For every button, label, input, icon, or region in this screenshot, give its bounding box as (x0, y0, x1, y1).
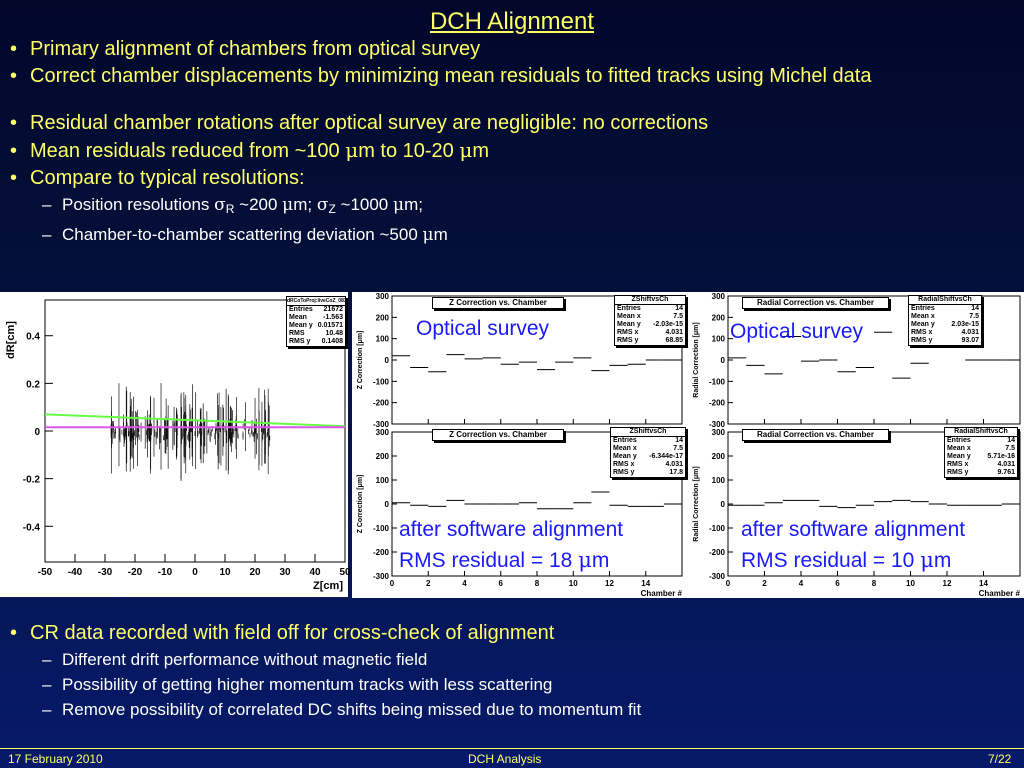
hist-ylabel: Radial Correction [μm] (693, 466, 700, 542)
hist-ytick-label: 0 (384, 356, 389, 365)
hist-ytick-label: -300 (708, 420, 725, 429)
scatter-plot-figure (0, 292, 351, 597)
hist-ytick-label: -300 (372, 420, 389, 429)
panel-title-r-top: Radial Correction vs. Chamber (742, 297, 889, 309)
stat-box-r-bottom: RadialShiftvsCh Entries 14 Mean x 7.5 Mean y 5.71e-16 RMS x 4.031 RMS y 9.761 (944, 427, 1018, 478)
scatter-xtick-label: 40 (309, 567, 321, 578)
panel-title-r-bottom: Radial Correction vs. Chamber (742, 429, 889, 441)
sub-bullet-correlated-shifts: – Remove possibility of correlated DC shifts being missed due to momentum fit (10, 697, 1010, 722)
histogram-grid (352, 292, 1024, 598)
scatter-xtick-label: 30 (279, 567, 291, 578)
scatter-xtick-label: -40 (67, 567, 83, 578)
scatter-ytick-label: 0.4 (26, 331, 40, 343)
scatter-ytick-label: -0.2 (22, 474, 40, 486)
hist-ytick-label: -200 (372, 548, 389, 557)
scatter-ytick-label: -0.4 (22, 522, 40, 534)
hist-ytick-label: -200 (708, 548, 725, 557)
hist-ytick-label: 300 (711, 292, 725, 301)
sub-bullet-drift: – Different drift performance without magnetic field (10, 647, 1010, 672)
sub-bullet-momentum: – Possibility of getting higher momentum tracks with less scattering (10, 672, 1010, 697)
scatter-ytick-label: 0.2 (26, 379, 40, 391)
scatter-stat-box: dRCoToProj:liveCoZ_083 Entries 21672 Mean -1.563 Mean y 0.01571 RMS 10.48 RMS y 0.1408 (287, 298, 347, 345)
hist-ytick-label: 200 (711, 313, 725, 323)
stat-box-r-top: RadialShiftvsCh Entries 14 Mean x 7.5 Mean y 2.03e-15 RMS x 4.031 RMS y 93.07 (908, 295, 982, 346)
hist-xlabel: Chamber # (640, 589, 682, 598)
hist-xtick-label: 8 (534, 579, 540, 588)
stat-box-z-bottom: ZShiftvsCh Entries 14 Mean x 7.5 Mean y -6.344e-17 RMS x 4.031 RMS y 17.8 (610, 427, 686, 478)
scatter-xtick-label: 50 (339, 567, 351, 578)
hist-ytick-label: -100 (372, 377, 389, 387)
scatter-xtick-label: 0 (192, 567, 198, 578)
scatter-xtick-label: 10 (219, 567, 231, 578)
top-bullets (10, 36, 1010, 248)
bottom-bullets (10, 620, 1010, 722)
hist-ytick-label: 0 (720, 500, 725, 509)
hist-xlabel: Chamber # (978, 589, 1020, 598)
hist-xtick-label: 0 (389, 579, 395, 588)
hist-xtick-label: 14 (641, 579, 651, 588)
label-optical-survey-r: Optical survey (730, 320, 864, 343)
hist-ytick-label: 300 (711, 428, 725, 437)
slide-title: DCH Alignment (429, 8, 595, 35)
hist-ytick-label: 0 (384, 500, 389, 509)
hist-ytick-label: 100 (375, 476, 389, 485)
hist-ytick-label: -300 (372, 572, 389, 581)
footer-page-number: 7/22 (988, 752, 1012, 766)
hist-xtick-label: 6 (498, 579, 503, 588)
scatter-ytick-label: 0 (34, 427, 40, 438)
hist-xtick-label: 2 (762, 579, 767, 588)
panel-title-z-top: Z Correction vs. Chamber (432, 297, 564, 309)
bullet-mean-residuals: • Mean residuals reduced from ~100 μm to 10-20 μm (10, 137, 1010, 165)
sub-bullet-scattering: – Chamber-to-chamber scattering deviation ~500 μm (10, 222, 1010, 248)
hist-xtick-label: 0 (725, 579, 731, 588)
hist-ytick-label: -100 (372, 524, 389, 533)
hist-xtick-label: 8 (871, 579, 877, 588)
hist-xtick-label: 12 (942, 579, 952, 588)
hist-ytick-label: -200 (708, 398, 725, 408)
scatter-xlabel: Z[cm] (313, 580, 343, 592)
hist-ytick-label: -300 (708, 572, 725, 581)
footer-title: DCH Analysis (468, 752, 542, 766)
scatter-fit-line (45, 414, 345, 426)
scatter-xtick-label: 20 (249, 567, 261, 578)
scatter-xtick-label: -50 (37, 567, 53, 578)
footer-divider (0, 748, 1024, 749)
scatter-xtick-label: -10 (157, 567, 173, 578)
hist-xtick-label: 4 (798, 579, 804, 588)
label-rms-z: RMS residual = 18 μm (399, 548, 610, 572)
hist-xtick-label: 2 (426, 579, 431, 588)
hist-ylabel: Z Correction [μm] (357, 330, 364, 390)
stat-box-z-top: ZShiftvsCh Entries 14 Mean x 7.5 Mean y -2.03e-15 RMS x 4.031 RMS y 68.85 (614, 295, 686, 346)
bullet-compare-resolutions: • Compare to typical resolutions: (10, 165, 1010, 192)
hist-ytick-label: -100 (708, 524, 725, 533)
bullet-correct-displacements: • Correct chamber displacements by minimizing mean residuals to fitted tracks using Michel data (10, 63, 1010, 90)
hist-ytick-label: 200 (711, 452, 725, 461)
hist-ytick-label: 0 (720, 356, 725, 365)
hist-ytick-label: 100 (711, 476, 725, 485)
hist-ytick-label: 300 (375, 292, 389, 301)
panel-title-z-bottom: Z Correction vs. Chamber (432, 429, 564, 441)
sub-bullet-position-resolutions: – Position resolutions $\sigma_R$ ~200 μm; $\sigma_Z$ ~1000 μm; (10, 192, 1010, 222)
hist-xtick-label: 10 (568, 579, 578, 588)
hist-xtick-label: 12 (605, 579, 614, 588)
bullet-cr-data: • CR data recorded with field off for cross-check of alignment (10, 620, 1010, 647)
label-after-alignment-r: after software alignment (741, 518, 966, 541)
scatter-xtick-label: -20 (127, 567, 143, 578)
label-optical-survey-z: Optical survey (416, 317, 550, 340)
bullet-residual-rotations: • Residual chamber rotations after optical survey are negligible: no corrections (10, 110, 1010, 137)
hist-ytick-label: 100 (711, 334, 725, 344)
hist-ytick-label: 200 (375, 452, 389, 461)
hist-xtick-label: 6 (835, 579, 840, 588)
label-rms-r: RMS residual = 10 μm (741, 548, 952, 572)
hist-ytick-label: -100 (708, 377, 725, 387)
hist-xtick-label: 10 (906, 579, 915, 588)
hist-xtick-label: 4 (462, 579, 467, 588)
scatter-ylabel: dR[cm] (5, 321, 17, 359)
footer-date: 17 February 2010 (8, 752, 103, 766)
hist-ytick-label: 100 (375, 334, 389, 344)
hist-ytick-label: 300 (375, 428, 389, 437)
label-after-alignment-z: after software alignment (399, 518, 624, 541)
scatter-xtick-label: -30 (97, 567, 113, 578)
hist-ytick-label: -200 (372, 398, 389, 408)
hist-ylabel: Radial Correction [μm] (693, 322, 700, 398)
hist-ytick-label: 200 (375, 313, 389, 323)
hist-xtick-label: 14 (979, 579, 988, 588)
bullet-optical-survey: • Primary alignment of chambers from optical survey (10, 36, 1010, 63)
hist-ylabel: Z Correction [μm] (357, 474, 364, 534)
